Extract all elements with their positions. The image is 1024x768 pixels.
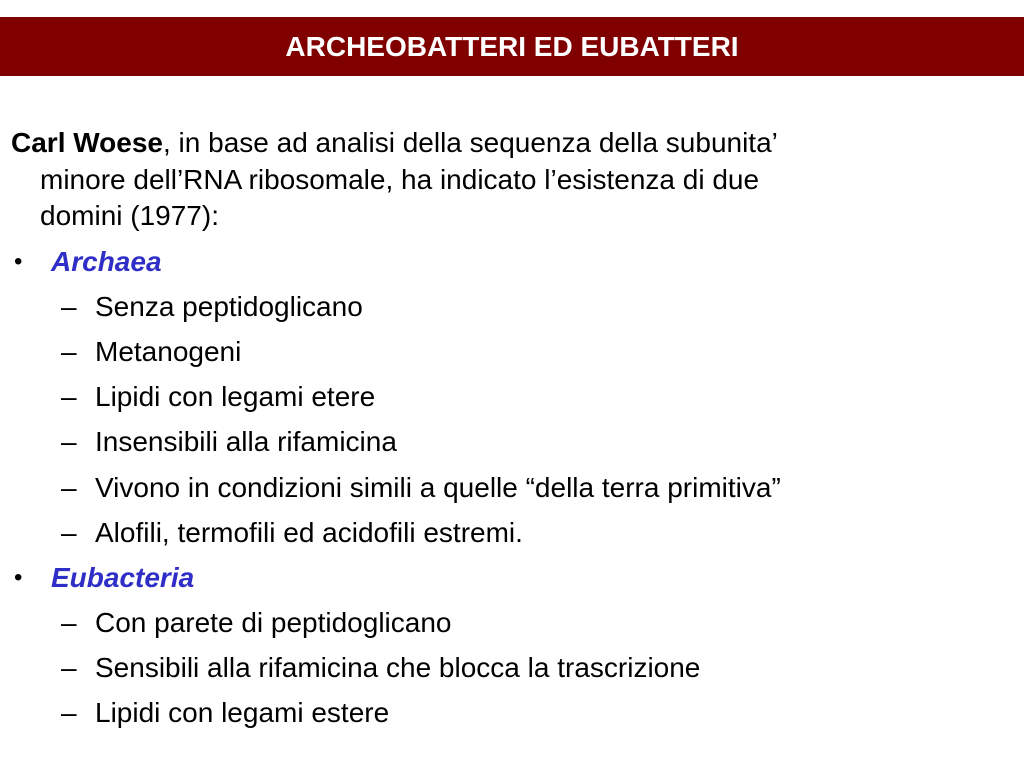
intro-author: Carl Woese — [11, 127, 163, 158]
archaea-item: Vivono in condizioni simili a quelle “della terra primitiva” — [95, 472, 781, 503]
intro-line-1 — [11, 126, 778, 160]
eubacteria-item: Lipidi con legami estere — [95, 697, 390, 728]
archaea-item: Insensibili alla rifamicina — [95, 426, 397, 457]
dash-icon: – — [61, 607, 77, 638]
intro-line-2: minore dell’RNA ribosomale, ha indicato l’esistenza di due — [40, 164, 760, 195]
intro-line-3: domini (1977): — [40, 200, 219, 231]
dash-icon: – — [61, 652, 77, 683]
dash-icon: – — [61, 426, 77, 457]
dash-icon: – — [61, 517, 77, 548]
archaea-item: Lipidi con legami etere — [95, 381, 376, 412]
bullet-archaea: Archaea — [51, 246, 162, 277]
dash-icon: – — [61, 336, 77, 367]
eubacteria-item: Sensibili alla rifamicina che blocca la trascrizione — [95, 652, 701, 683]
bullet-icon: • — [14, 564, 23, 591]
archaea-item: Senza peptidoglicano — [95, 291, 363, 322]
bullet-icon: • — [14, 248, 23, 275]
dash-icon: – — [61, 381, 77, 412]
dash-icon: – — [61, 697, 77, 728]
dash-icon: – — [61, 291, 77, 322]
eubacteria-item: Con parete di peptidoglicano — [95, 607, 452, 638]
slide-title: ARCHEOBATTERI ED EUBATTERI — [285, 30, 739, 62]
intro-line-1-text: , in base ad analisi della sequenza della subunita’ — [163, 127, 778, 158]
archaea-item: Alofili, termofili ed acidofili estremi. — [95, 517, 523, 548]
archaea-item: Metanogeni — [95, 336, 242, 367]
dash-icon: – — [61, 472, 77, 503]
bullet-eubacteria: Eubacteria — [51, 562, 195, 593]
